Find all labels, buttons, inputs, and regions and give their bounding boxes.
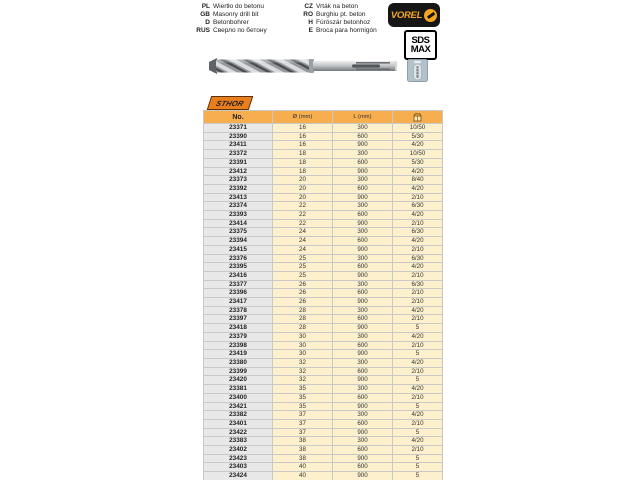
table-row [204,158,443,167]
cell-catalog-number: 23380 [204,358,273,367]
cell-diameter: 32 [273,367,333,376]
cell-length: 900 [333,167,393,176]
language-entry [296,19,377,27]
table-row [204,202,443,211]
cell-diameter: 20 [273,193,333,202]
cell-length: 600 [333,315,393,324]
cell-length: 900 [333,402,393,411]
cell-catalog-number: 23393 [204,211,273,220]
cell-diameter: 35 [273,393,333,402]
product-name-translation: Betonbohrer [213,19,249,26]
table-row [204,306,443,315]
cell-catalog-number: 23398 [204,341,273,350]
product-name-translation: Wiertło do betonu [213,3,264,10]
cell-packaging: 6/30 [393,202,443,211]
cell-length: 600 [333,132,393,141]
cell-packaging: 5 [393,350,443,359]
cell-length: 300 [333,411,393,420]
cell-packaging: 5 [393,472,443,480]
table-row [204,219,443,228]
cell-packaging: 2/10 [393,367,443,376]
cell-length: 300 [333,124,393,133]
cell-length: 600 [333,463,393,472]
cell-diameter: 18 [273,150,333,159]
cell-packaging: 2/10 [393,341,443,350]
sthor-logo [207,96,254,110]
table-row [204,141,443,150]
language-entry [193,3,267,11]
table-row [204,237,443,246]
cell-diameter: 25 [273,263,333,272]
language-entry [193,11,267,19]
cell-packaging: 5 [393,463,443,472]
blister-package-icon [407,59,428,82]
cell-packaging: 5 [393,402,443,411]
cell-diameter: 16 [273,132,333,141]
cell-catalog-number: 23372 [204,150,273,159]
cell-packaging: 5 [393,428,443,437]
cell-diameter: 20 [273,176,333,185]
table-row [204,124,443,133]
cell-packaging: 4/20 [393,358,443,367]
cell-diameter: 16 [273,124,333,133]
cell-catalog-number: 23402 [204,446,273,455]
table-row [204,402,443,411]
cell-packaging: 5/30 [393,132,443,141]
cell-diameter: 18 [273,167,333,176]
cell-catalog-number: 23415 [204,245,273,254]
table-row [204,228,443,237]
table-row [204,419,443,428]
cell-length: 300 [333,332,393,341]
sds-badge-line1: SDS [411,34,430,46]
sthor-logo-text: STHOR [214,98,246,108]
product-name-translation: Masonry drill bit [213,11,259,18]
cell-catalog-number: 23413 [204,193,273,202]
table-row [204,263,443,272]
cell-packaging: 4/20 [393,332,443,341]
cell-length: 600 [333,393,393,402]
cell-length: 300 [333,306,393,315]
table-row [204,472,443,480]
product-name-translation: Burghiu pt. beton [316,11,366,18]
cell-length: 900 [333,245,393,254]
cell-length: 900 [333,376,393,385]
table-row [204,132,443,141]
cell-length: 600 [333,211,393,220]
table-row [204,324,443,333]
table-row [204,280,443,289]
header-no: No. [204,111,273,124]
cell-catalog-number: 23418 [204,324,273,333]
cell-diameter: 28 [273,306,333,315]
cell-catalog-number: 23401 [204,419,273,428]
cell-length: 600 [333,289,393,298]
table-row [204,254,443,263]
vorel-emblem-icon [424,9,437,22]
table-row [204,463,443,472]
cell-catalog-number: 23421 [204,402,273,411]
cell-diameter: 38 [273,446,333,455]
cell-packaging: 4/20 [393,385,443,394]
cell-length: 300 [333,385,393,394]
cell-length: 600 [333,446,393,455]
table-row [204,393,443,402]
cell-packaging: 5 [393,324,443,333]
cell-catalog-number: 23377 [204,280,273,289]
cell-packaging: 2/10 [393,393,443,402]
cell-packaging: 5 [393,454,443,463]
table-row [204,358,443,367]
cell-diameter: 26 [273,280,333,289]
table-row [204,271,443,280]
cell-catalog-number: 23374 [204,202,273,211]
table-header-row [204,111,443,124]
cell-packaging: 4/20 [393,411,443,420]
cell-diameter: 38 [273,454,333,463]
cell-catalog-number: 23422 [204,428,273,437]
table-row [204,332,443,341]
cell-packaging: 10/50 [393,124,443,133]
cell-catalog-number: 23373 [204,176,273,185]
cell-diameter: 26 [273,298,333,307]
cell-length: 600 [333,184,393,193]
cell-catalog-number: 23403 [204,463,273,472]
cell-catalog-number: 23379 [204,332,273,341]
cell-catalog-number: 23414 [204,219,273,228]
product-name-translation: Сверло по бетону [213,27,267,34]
cell-packaging: 4/20 [393,184,443,193]
cell-packaging: 4/20 [393,211,443,220]
product-name-translation: Vrták na beton [316,3,359,10]
cell-catalog-number: 23381 [204,385,273,394]
language-code: GB [200,11,210,18]
table-row [204,341,443,350]
table-row [204,211,443,220]
cell-diameter: 32 [273,376,333,385]
cell-diameter: 30 [273,341,333,350]
table-row [204,446,443,455]
cell-catalog-number: 23419 [204,350,273,359]
language-entry [193,27,267,35]
table-row [204,376,443,385]
cell-catalog-number: 23420 [204,376,273,385]
cell-packaging: 2/10 [393,289,443,298]
cell-packaging: 6/30 [393,228,443,237]
cell-length: 900 [333,428,393,437]
package-box-icon [413,113,422,122]
cell-length: 900 [333,219,393,228]
cell-packaging: 10/50 [393,150,443,159]
table-row [204,385,443,394]
cell-diameter: 24 [273,245,333,254]
cell-packaging: 2/10 [393,315,443,324]
cell-length: 900 [333,454,393,463]
cell-catalog-number: 23397 [204,315,273,324]
drill-bit-image [208,49,402,83]
language-list-left [193,3,267,35]
cell-packaging: 6/30 [393,254,443,263]
header-packaging [393,111,443,124]
cell-packaging: 8/40 [393,176,443,185]
cell-length: 300 [333,202,393,211]
language-entry [296,27,377,35]
cell-diameter: 38 [273,437,333,446]
table-row [204,350,443,359]
cell-length: 900 [333,350,393,359]
table-row [204,193,443,202]
header-length: L (mm) [333,111,393,124]
cell-packaging: 4/20 [393,437,443,446]
cell-catalog-number: 23411 [204,141,273,150]
language-code: PL [201,3,210,10]
cell-catalog-number: 23394 [204,237,273,246]
cell-catalog-number: 23383 [204,437,273,446]
cell-length: 300 [333,358,393,367]
cell-packaging: 2/10 [393,298,443,307]
table-row [204,184,443,193]
cell-length: 600 [333,237,393,246]
cell-packaging: 6/30 [393,280,443,289]
cell-diameter: 28 [273,324,333,333]
cell-diameter: 22 [273,211,333,220]
cell-packaging: 2/10 [393,271,443,280]
language-code: RO [303,11,313,18]
cell-diameter: 40 [273,472,333,480]
cell-diameter: 37 [273,419,333,428]
table-row [204,428,443,437]
cell-length: 300 [333,254,393,263]
cell-packaging: 4/20 [393,263,443,272]
table-row [204,411,443,420]
cell-length: 300 [333,228,393,237]
cell-catalog-number: 23382 [204,411,273,420]
language-entry [296,11,377,19]
cell-diameter: 20 [273,184,333,193]
sds-max-badge [404,30,437,60]
cell-catalog-number: 23416 [204,271,273,280]
cell-length: 300 [333,437,393,446]
language-list-right [296,3,377,35]
cell-diameter: 30 [273,350,333,359]
cell-diameter: 40 [273,463,333,472]
table-row [204,289,443,298]
cell-catalog-number: 23391 [204,158,273,167]
cell-packaging: 4/20 [393,141,443,150]
cell-diameter: 37 [273,411,333,420]
cell-packaging: 5/30 [393,158,443,167]
table-row [204,437,443,446]
language-code: E [308,27,313,34]
cell-length: 900 [333,324,393,333]
cell-packaging: 2/10 [393,446,443,455]
cell-diameter: 37 [273,428,333,437]
cell-catalog-number: 23396 [204,289,273,298]
cell-catalog-number: 23392 [204,184,273,193]
cell-catalog-number: 23395 [204,263,273,272]
cell-packaging: 4/20 [393,167,443,176]
cell-diameter: 32 [273,358,333,367]
language-code: CZ [304,3,313,10]
language-code: H [308,19,313,26]
table-row [204,298,443,307]
cell-packaging: 2/10 [393,245,443,254]
cell-packaging: 4/20 [393,237,443,246]
cell-length: 600 [333,263,393,272]
cell-diameter: 25 [273,271,333,280]
cell-length: 900 [333,298,393,307]
cell-packaging: 5 [393,376,443,385]
cell-length: 300 [333,280,393,289]
table-row [204,367,443,376]
cell-catalog-number: 23399 [204,367,273,376]
cell-catalog-number: 23375 [204,228,273,237]
cell-diameter: 25 [273,254,333,263]
cell-catalog-number: 23371 [204,124,273,133]
table-row [204,315,443,324]
vorel-logo-text: VOREL [390,9,423,21]
cell-diameter: 35 [273,402,333,411]
cell-diameter: 22 [273,219,333,228]
cell-length: 600 [333,419,393,428]
cell-catalog-number: 23417 [204,298,273,307]
header-diameter: Ø (mm) [273,111,333,124]
table-row [204,150,443,159]
sds-badge-line2: MAX [410,44,431,55]
cell-packaging: 4/20 [393,306,443,315]
vorel-logo [388,3,440,27]
cell-length: 600 [333,341,393,350]
cell-length: 600 [333,367,393,376]
product-name-translation: Fúrószár betonhoz [316,19,371,26]
language-code: RUS [196,27,210,34]
cell-catalog-number: 23400 [204,393,273,402]
cell-diameter: 26 [273,289,333,298]
cell-length: 900 [333,472,393,480]
cell-length: 300 [333,150,393,159]
cell-catalog-number: 23390 [204,132,273,141]
cell-diameter: 16 [273,141,333,150]
cell-catalog-number: 23423 [204,454,273,463]
cell-diameter: 24 [273,237,333,246]
cell-diameter: 18 [273,158,333,167]
cell-length: 900 [333,141,393,150]
language-code: D [205,19,210,26]
cell-catalog-number: 23424 [204,472,273,480]
cell-diameter: 22 [273,202,333,211]
catalog-table [203,110,443,480]
table-row [204,176,443,185]
table-row [204,245,443,254]
cell-packaging: 2/10 [393,193,443,202]
cell-length: 900 [333,193,393,202]
cell-length: 600 [333,158,393,167]
cell-diameter: 28 [273,315,333,324]
table-row [204,167,443,176]
product-name-translation: Broca para hormigón [316,27,377,34]
language-entry [193,19,267,27]
language-entry [296,3,377,11]
cell-catalog-number: 23412 [204,167,273,176]
cell-catalog-number: 23376 [204,254,273,263]
cell-diameter: 24 [273,228,333,237]
cell-diameter: 30 [273,332,333,341]
cell-length: 300 [333,176,393,185]
cell-packaging: 2/10 [393,219,443,228]
cell-diameter: 35 [273,385,333,394]
cell-packaging: 2/10 [393,419,443,428]
cell-catalog-number: 23378 [204,306,273,315]
table-row [204,454,443,463]
cell-length: 900 [333,271,393,280]
